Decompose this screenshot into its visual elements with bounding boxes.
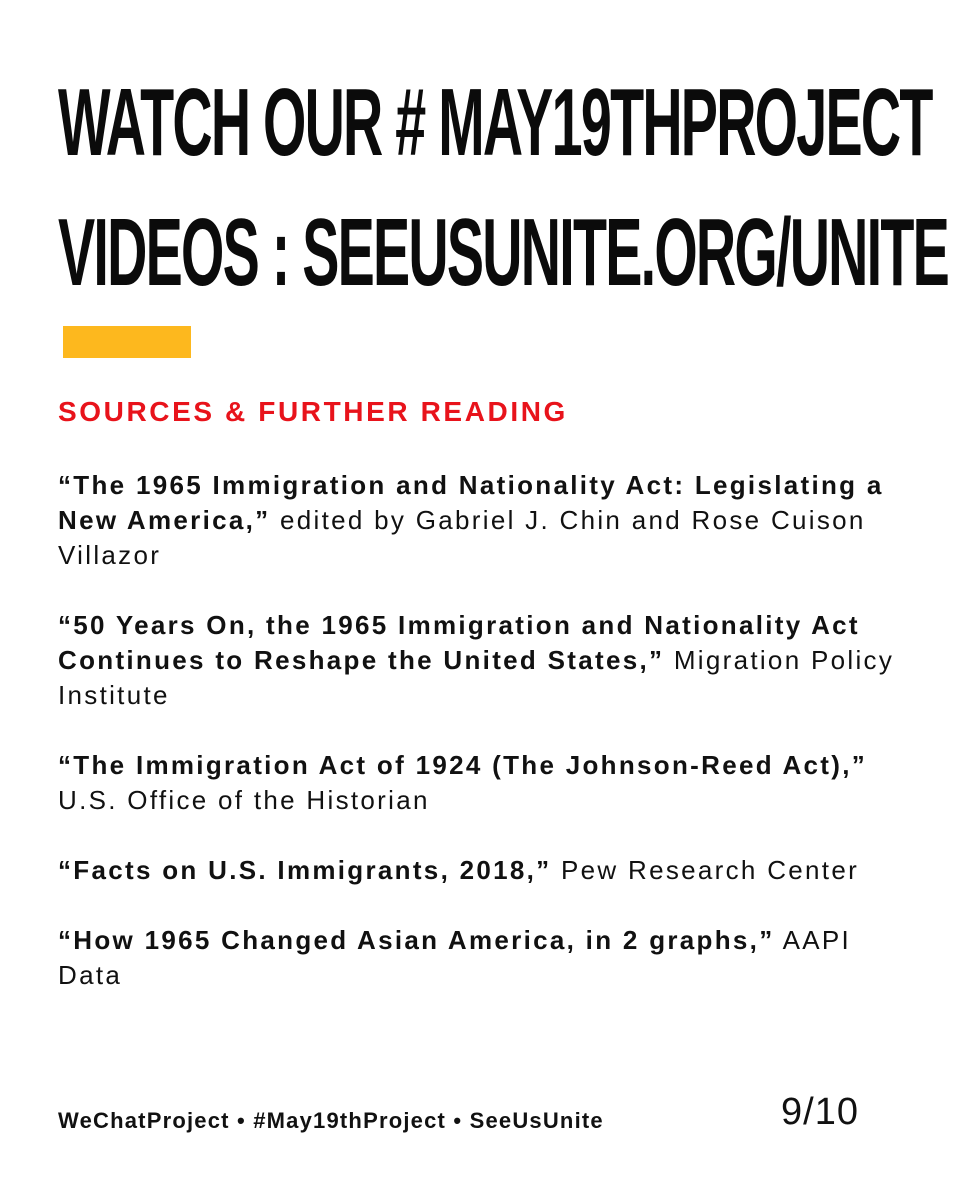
footer-text: WeChatProject • #May19thProject • SeeUsUnite — [58, 1108, 604, 1133]
source-attribution: Pew Research Center — [551, 855, 860, 885]
source-title: “50 Years On, the 1965 Immigration and Nationality Act Continues to Reshape the United States,” — [58, 610, 860, 675]
source-attribution: U.S. Office of the Historian — [58, 785, 430, 815]
accent-bar — [63, 326, 191, 358]
headline-line-2: VIDEOS : SEEUSUNITE.ORG/UNITE — [58, 199, 949, 306]
source-item — [58, 608, 898, 713]
source-title: “The 1965 Immigration and Nationality Act: Legislating a New America,” — [58, 470, 884, 535]
source-item — [58, 748, 898, 818]
page-number: 9/10 — [781, 1091, 859, 1133]
source-attribution: AAPI Data — [58, 925, 852, 990]
source-attribution: Migration Policy Institute — [58, 645, 895, 710]
section-title: SOURCES & FURTHER READING — [58, 396, 568, 427]
source-item — [58, 853, 898, 888]
headline-block — [0, 0, 960, 320]
source-attribution: edited by Gabriel J. Chin and Rose Cuison Villazor — [58, 505, 866, 570]
source-title: “The Immigration Act of 1924 (The Johnson-Reed Act),” — [58, 750, 868, 780]
source-item — [58, 468, 898, 573]
headline — [58, 58, 949, 318]
source-item — [58, 923, 898, 993]
source-title: “Facts on U.S. Immigrants, 2018,” — [58, 855, 552, 885]
sources-list — [58, 468, 898, 1028]
source-title: “How 1965 Changed Asian America, in 2 graphs,” — [58, 925, 775, 955]
headline-line-1: WATCH OUR # MAY19THPROJECT — [58, 69, 932, 176]
